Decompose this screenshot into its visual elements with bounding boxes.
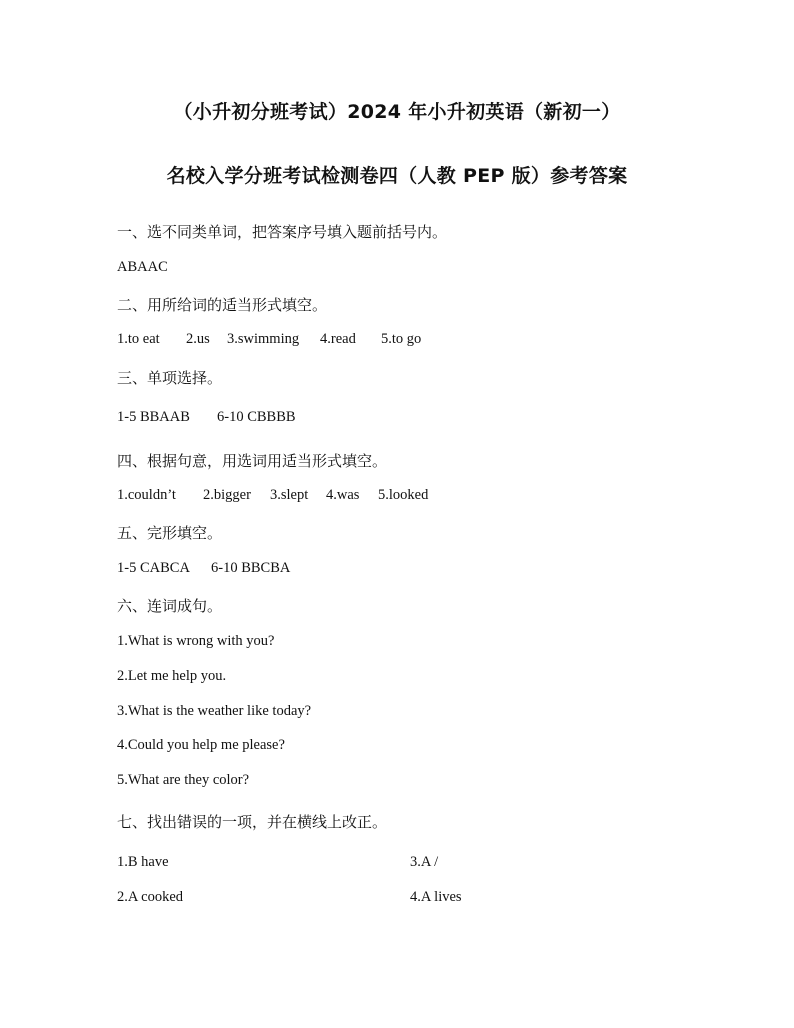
section-7-answer-2: 2.A cooked — [117, 889, 184, 905]
section-5-heading: 五、完形填空。 — [117, 524, 223, 542]
answer-item: 4.was — [326, 487, 360, 503]
section-2-heading: 二、用所给词的适当形式填空。 — [117, 296, 328, 314]
section-6-answer-2: 2.Let me help you. — [117, 668, 227, 684]
answer-item: 1-5 CABCA — [117, 560, 190, 576]
section-3-heading: 三、单项选择。 — [117, 369, 223, 387]
answer-item: 3.slept — [270, 487, 309, 503]
section-6-answer-3: 3.What is the weather like today? — [117, 703, 312, 719]
answer-item: 2.bigger — [203, 487, 251, 503]
answer-item: 1.to eat — [117, 331, 160, 347]
section-7-answer-3: 3.A / — [410, 854, 439, 870]
answer-item: 6-10 BBCBA — [211, 560, 291, 576]
section-7-answer-1: 1.B have — [117, 854, 169, 870]
section-5-answers — [117, 560, 290, 577]
answer-item: 5.to go — [381, 331, 422, 347]
document-title-line-2: 名校入学分班考试检测卷四（人教 PEP 版）参考答案 — [166, 165, 628, 187]
section-6-answer-4: 4.Could you help me please? — [117, 737, 285, 753]
document-title-line-1: （小升初分班考试）2024 年小升初英语（新初一） — [173, 101, 621, 123]
section-7-answer-4: 4.A lives — [410, 889, 462, 905]
section-2-answers — [117, 331, 421, 348]
section-6-answer-5: 5.What are they color? — [117, 772, 250, 788]
section-6-answer-1: 1.What is wrong with you? — [117, 633, 275, 649]
section-3-answers — [117, 409, 296, 426]
section-1-answer: ABAAC — [117, 259, 168, 275]
section-4-answers — [117, 487, 428, 504]
answer-item: 1.couldn’t — [117, 487, 176, 503]
section-4-heading: 四、根据句意，用选词用适当形式填空。 — [117, 452, 388, 470]
answer-item: 3.swimming — [227, 331, 300, 347]
answer-item: 2.us — [186, 331, 210, 347]
answer-item: 5.looked — [378, 487, 429, 503]
answer-item: 1-5 BBAAB — [117, 409, 190, 425]
answer-item: 6-10 CBBBB — [217, 409, 296, 425]
answer-item: 4.read — [320, 331, 356, 347]
section-1-heading: 一、选不同类单词，把答案序号填入题前括号内。 — [117, 223, 448, 241]
section-7-heading: 七、找出错误的一项，并在横线上改正。 — [117, 813, 388, 831]
section-6-heading: 六、连词成句。 — [117, 597, 223, 615]
